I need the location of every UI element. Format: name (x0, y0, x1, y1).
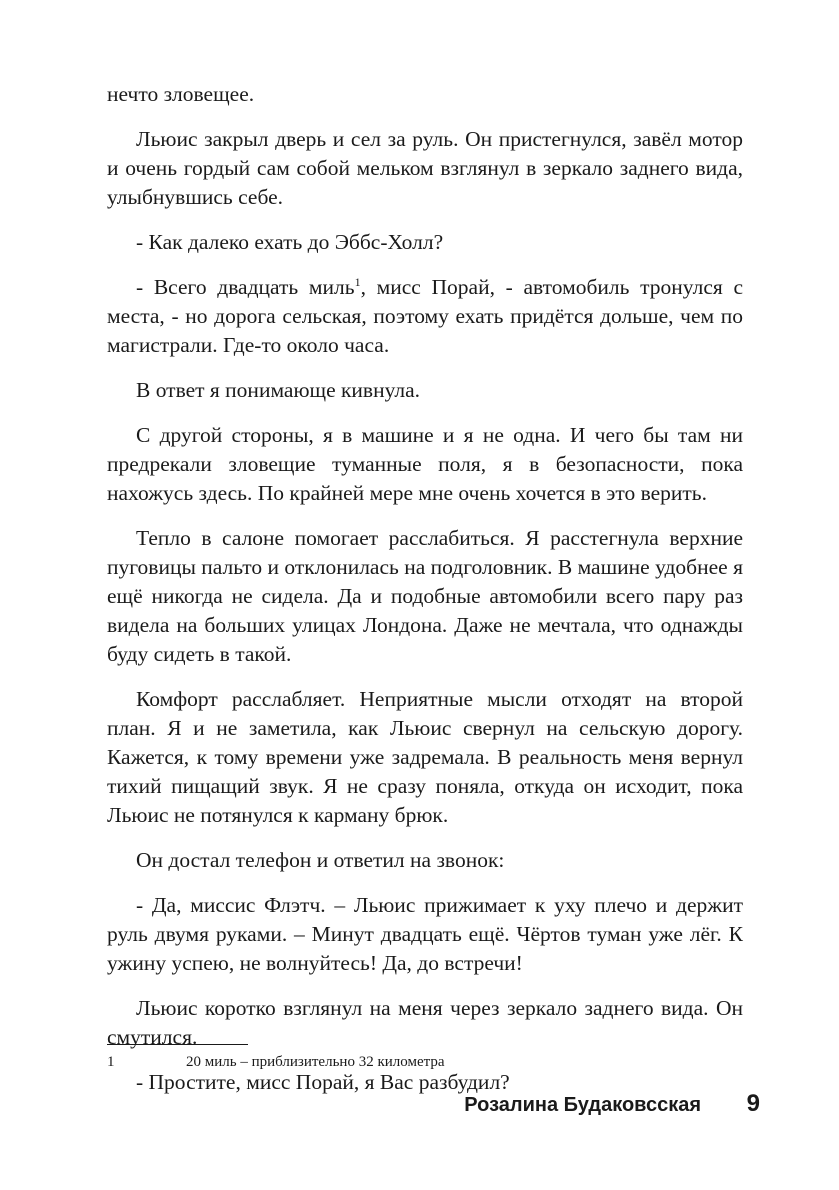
paragraph-9: Он достал телефон и ответил на звонок: (136, 848, 505, 872)
paragraph-3: - Как далеко ехать до Эббс-Холл? (136, 230, 444, 254)
paragraph-10: - Да, миссис Флэтч. – Льюис прижимает к уху плечо и держит руль двумя руками. – Минут двадцать ещё. Чёртов туман уже лёг. К ужину успею, не волнуйтесь! Да, до встречи! (107, 893, 743, 975)
author-name: Розалина Будаковсская (464, 1094, 701, 1116)
paragraph-5: В ответ я понимающе кивнула. (136, 378, 421, 402)
page-number: 9 (746, 1090, 760, 1117)
paragraph-4-end: , мисс Порай, - автомобиль тронулся с места, - но дорога сельская, поэтому ехать придётся дольше, чем по магистрали. Где-то около часа. (107, 275, 743, 357)
footnote-text: 20 миль – приблизительно 32 километра (186, 1054, 445, 1070)
paragraph-11: Льюис коротко взглянул на меня через зеркало заднего вида. Он смутился. (107, 996, 743, 1049)
running-footer (300, 1090, 760, 1122)
paragraph-4-start: - Всего двадцать миль (136, 275, 355, 299)
paragraph-2: Льюис закрыл дверь и сел за руль. Он пристегнулся, завёл мотор и очень гордый сам собой мельком взглянул в зеркало заднего вида, улыбнувшись себе. (107, 127, 743, 209)
paragraph-8: Комфорт расслабляет. Неприятные мысли отходят на второй план. Я и не заметила, как Льюис свернул на сельскую дорогу. Кажется, к тому времени уже задремала. В реальность меня вернул тихий пищащий звук. Я не сразу поняла, откуда он исходит, пока Льюис не потянулся к карману брюк. (107, 687, 743, 827)
body-text (107, 80, 743, 1113)
paragraph-7: Тепло в салоне помогает расслабиться. Я расстегнула верхние пуговицы пальто и отклонилась на подголовник. В машине удобнее я ещё никогда не сидела. Да и подобные автомобили всего пару раз видела на больших улицах Лондона. Даже не мечтала, что однажды буду сидеть в такой. (107, 526, 743, 666)
footnote-reference: 1 (354, 274, 361, 289)
paragraph-6: С другой стороны, я в машине и я не одна. И чего бы там ни предрекали зловещие туманные поля, я в безопасности, пока нахожусь здесь. По крайней мере мне очень хочется в это верить. (107, 423, 743, 505)
footnote-divider (107, 1044, 248, 1045)
paragraph-12: - Простите, мисс Порай, я Вас разбудил? (136, 1070, 510, 1094)
paragraph-4 (107, 273, 743, 360)
paragraph-1: нечто зловещее. (107, 82, 255, 106)
footnote-number: 1 (107, 1054, 115, 1070)
